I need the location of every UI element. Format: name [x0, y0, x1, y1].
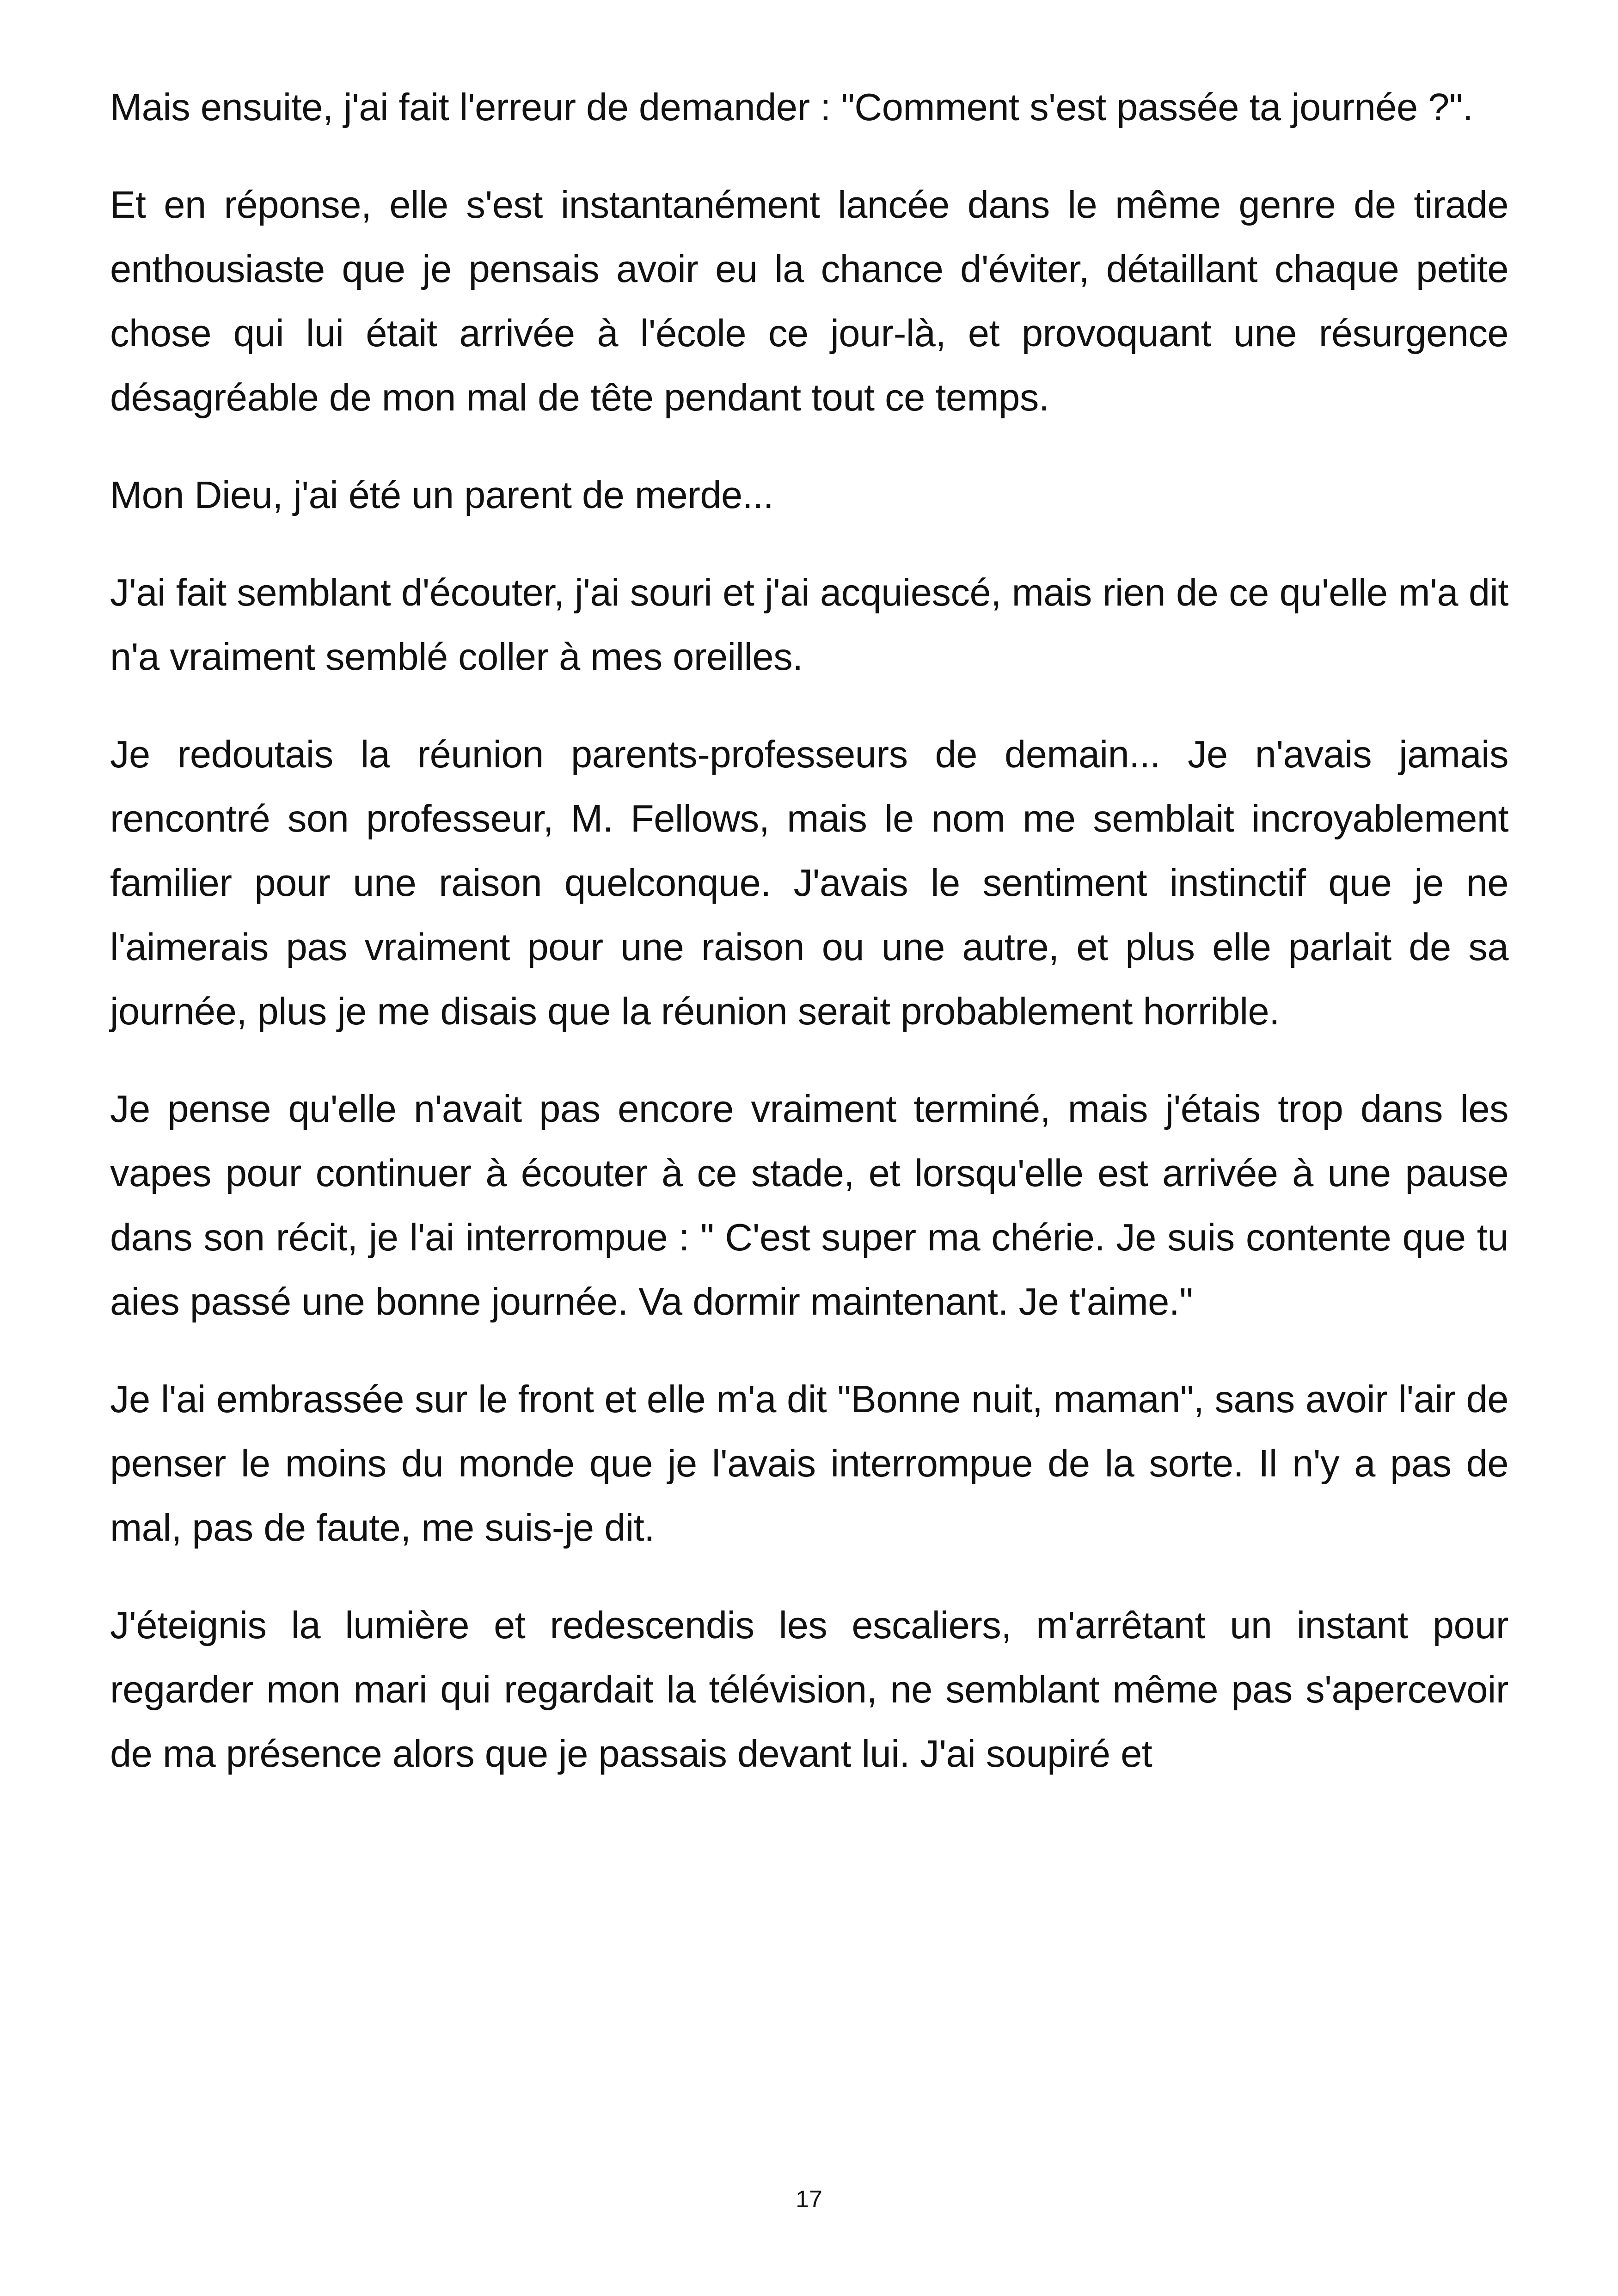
paragraph: Mon Dieu, j'ai été un parent de merde... [110, 473, 774, 516]
body-text [110, 75, 1508, 1819]
paragraph: J'ai fait semblant d'écouter, j'ai souri et j'ai acquiescé, mais rien de ce qu'elle m'a dit n'a vraiment semblé coller à mes oreilles. [110, 571, 1508, 678]
paragraph: Je l'ai embrassée sur le front et elle m'a dit "Bonne nuit, maman", sans avoir l'air de penser le moins du monde que je l'avais interrompue de la sorte. Il n'y a pas de mal, pas de faute, me suis-je dit. [110, 1378, 1508, 1549]
paragraph: Mais ensuite, j'ai fait l'erreur de demander : "Comment s'est passée ta journée ?". [110, 86, 1473, 129]
paragraph: J'éteignis la lumière et redescendis les escaliers, m'arrêtant un instant pour regarder mon mari qui regardait la télévision, ne semblant même pas s'apercevoir de ma présence alors que je passais devant lui. J'ai soupiré et [110, 1604, 1508, 1775]
paragraph: Je pense qu'elle n'avait pas encore vraiment terminé, mais j'étais trop dans les vapes pour continuer à écouter à ce stade, et lorsqu'elle est arrivée à une pause dans son récit, je l'ai interrompue : " C'est super ma chérie. Je suis contente que tu aies passé une bonne journée. Va dormir maintenant. Je t'aime." [110, 1087, 1508, 1323]
paragraph: Et en réponse, elle s'est instantanément lancée dans le même genre de tirade enthousiaste que je pensais avoir eu la chance d'éviter, détaillant chaque petite chose qui lui était arrivée à l'école ce jour-là, et provoquant une résurgence désagréable de mon mal de tête pendant tout ce temps. [110, 183, 1508, 419]
paragraph: Je redoutais la réunion parents-professeurs de demain... Je n'avais jamais rencontré son professeur, M. Fellows, mais le nom me semblait incroyablement familier pour une raison quelconque. J'avais le sentiment instinctif que je ne l'aimerais pas vraiment pour une raison ou une autre, et plus elle parlait de sa journée, plus je me disais que la réunion serait probablement horrible. [110, 733, 1508, 1033]
page-number: 17 [796, 2186, 822, 2213]
